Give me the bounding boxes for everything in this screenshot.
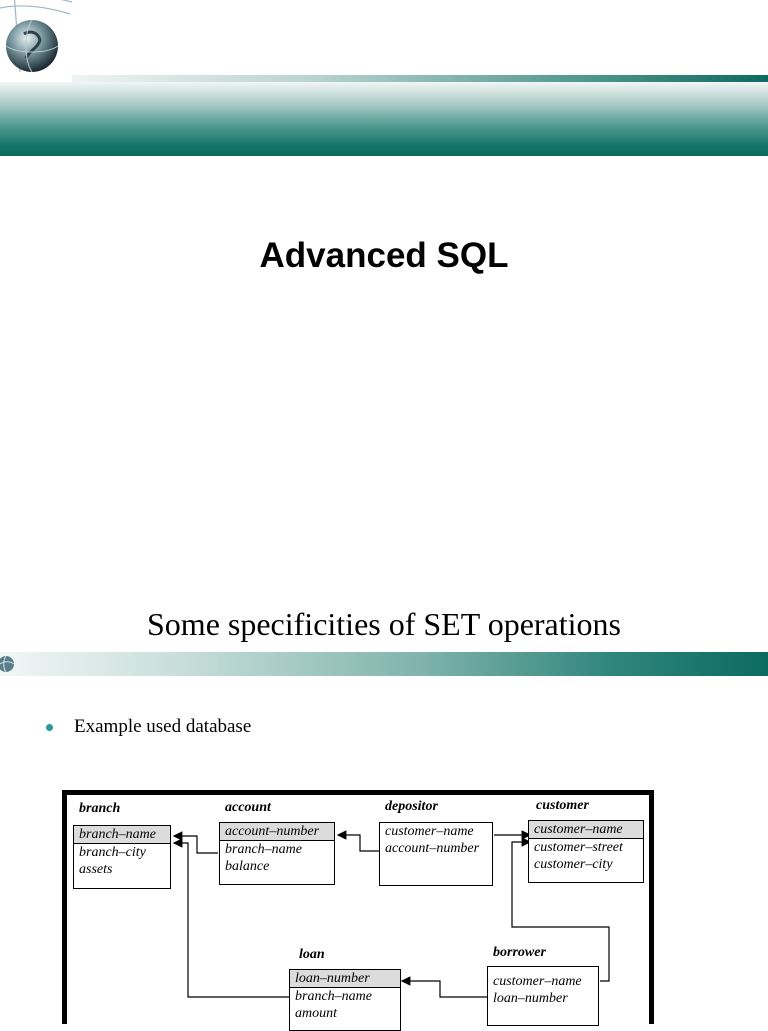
- arrow-icon: [338, 835, 380, 851]
- table-branch: [73, 825, 171, 889]
- attribute: loan–number: [493, 991, 568, 1006]
- attribute-key: branch–name: [74, 826, 170, 844]
- bullet-icon: [46, 724, 53, 731]
- header-band: [0, 82, 768, 156]
- bullet-item: [46, 716, 251, 738]
- table-name-branch: branch: [79, 801, 121, 816]
- table-customer: [528, 820, 644, 883]
- table-account: [219, 822, 335, 885]
- attribute: customer–city: [534, 857, 613, 872]
- attribute: branch–name: [295, 989, 372, 1004]
- attribute-key: loan–number: [290, 970, 400, 988]
- attribute: balance: [225, 859, 270, 874]
- globe-icon: [0, 652, 20, 676]
- slide-title-heading: Advanced SQL: [259, 236, 509, 275]
- table-depositor: [379, 822, 493, 886]
- header-rule: [72, 75, 768, 82]
- attribute-key: customer–name: [529, 821, 643, 839]
- attribute-key: account–number: [220, 823, 334, 841]
- arrow-icon: [402, 981, 489, 997]
- schema-diagram: [62, 790, 654, 1024]
- attribute: customer–street: [534, 840, 623, 855]
- table-name-loan: loan: [299, 947, 325, 962]
- arrow-icon: [174, 836, 218, 853]
- attribute: branch–name: [225, 842, 302, 857]
- globe-icon: [0, 0, 74, 82]
- table-name-depositor: depositor: [385, 799, 438, 814]
- table-name-customer: customer: [536, 798, 589, 813]
- table-name-account: account: [225, 800, 271, 815]
- table-name-borrower: borrower: [493, 945, 546, 960]
- table-borrower: [487, 966, 599, 1026]
- attribute: customer–name: [385, 824, 474, 839]
- attribute: assets: [79, 862, 113, 877]
- attribute: customer–name: [493, 974, 582, 989]
- attribute: amount: [295, 1006, 337, 1021]
- attribute: account–number: [385, 841, 480, 856]
- slide2-band: [0, 652, 768, 676]
- slide2-heading: Some specificities of SET operations: [147, 606, 621, 642]
- bullet-text: Example used database: [74, 716, 252, 737]
- attribute: branch–city: [79, 845, 146, 860]
- table-loan: [289, 969, 401, 1031]
